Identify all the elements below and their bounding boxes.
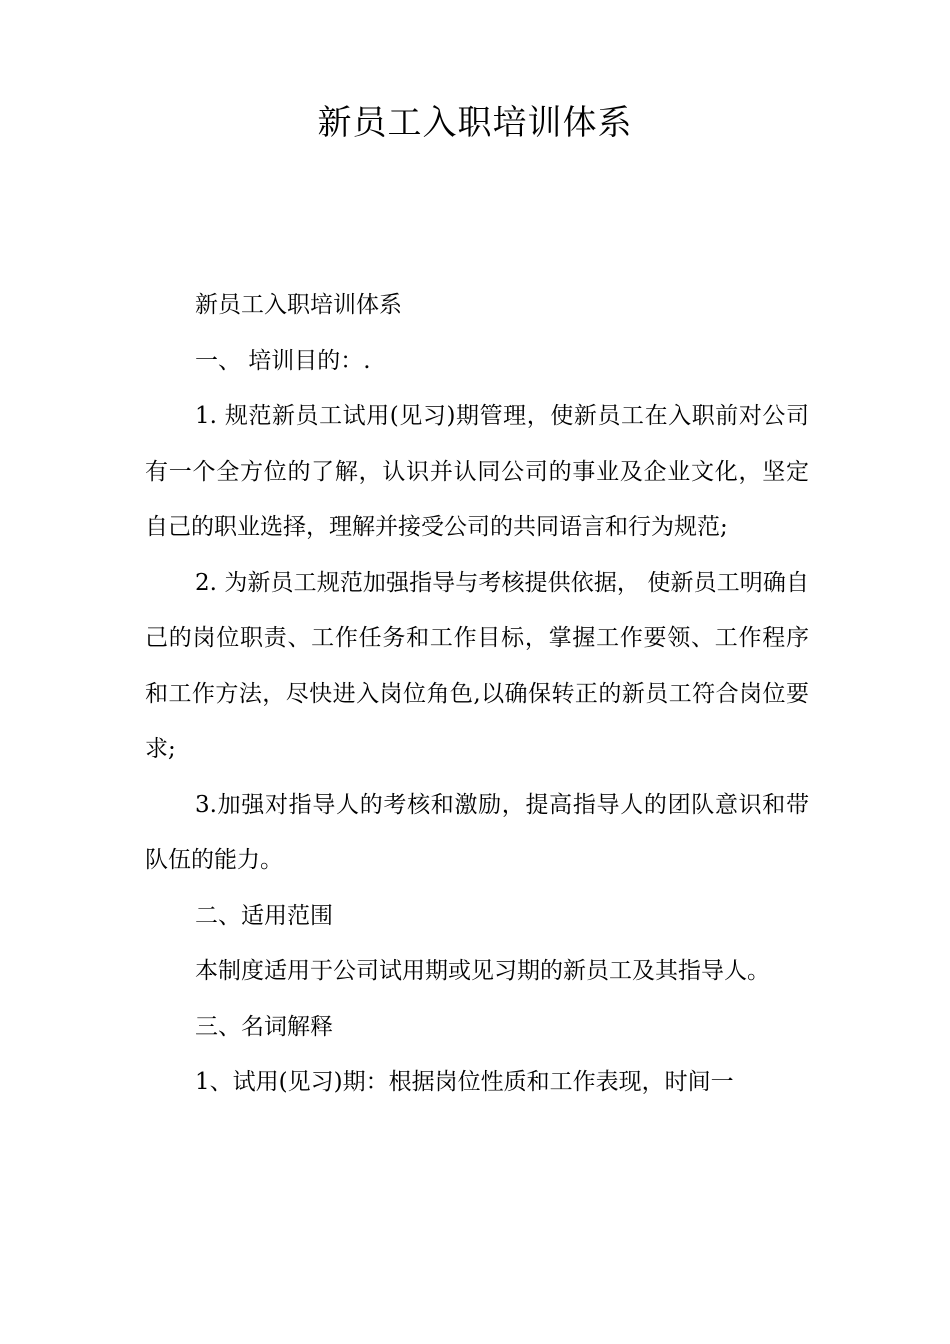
section-heading-terms: 三、名词解释 [195,1013,333,1040]
paragraph-purpose-2: 2. 为新员工规范加强指导与考核提供依据， 使新员工明确自己的岗位职责、工作任务和工作目标，掌握工作要领、工作程序和工作方法，尽快进入岗位角色,以确保转正的新员工符合岗位要求; [145,569,809,762]
section-heading-purpose: 一、 培训目的：. [195,347,371,374]
paragraph-terms-1: 1、试用(见习)期：根据岗位性质和工作表现，时间一 [195,1069,734,1095]
body-subtitle: 新员工入职培训体系 [195,292,402,318]
paragraph-scope: 本制度适用于公司试用期或见习期的新员工及其指导人。 [195,958,770,984]
document-body [145,278,809,1111]
document-title: 新员工入职培训体系 [317,103,633,143]
paragraph-purpose-1: 1. 规范新员工试用(见习)期管理，使新员工在入职前对公司有一个全方位的了解，认识并认同公司的事业及企业文化，坚定自己的职业选择，理解并接受公司的共同语言和行为规范; [145,403,809,540]
paragraph-purpose-3: 3.加强对指导人的考核和激励，提高指导人的团队意识和带队伍的能力。 [145,791,809,873]
section-heading-scope: 二、适用范围 [195,902,333,929]
